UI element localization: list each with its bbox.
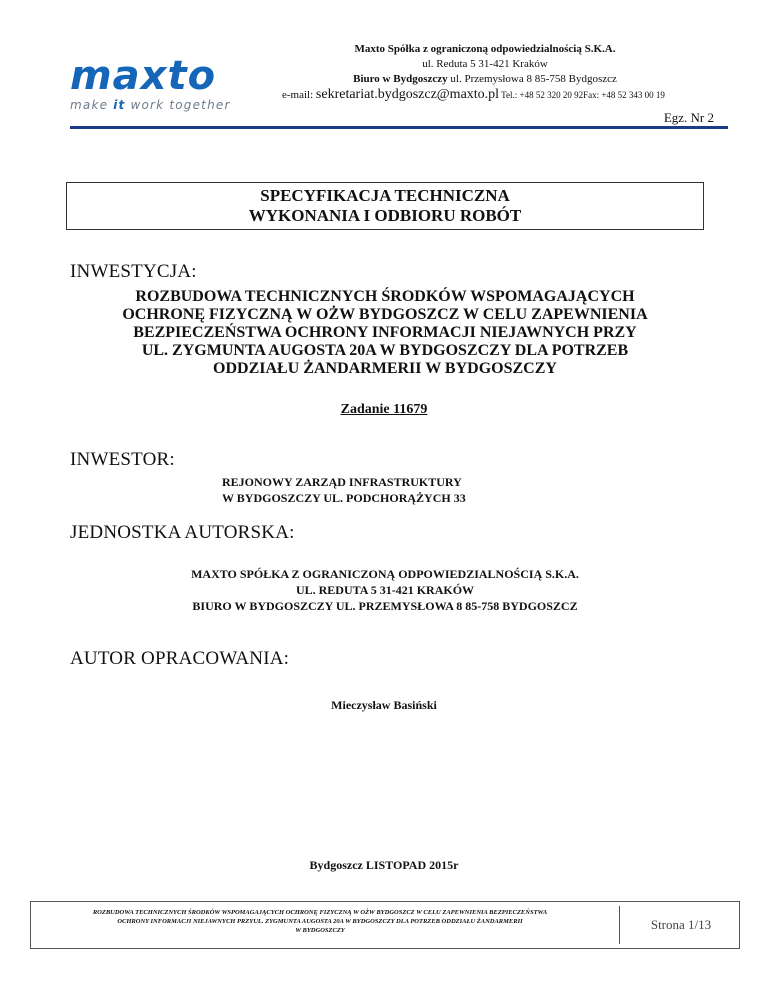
logo-wordmark: maxto: [70, 53, 217, 99]
email-label: e-mail:: [282, 89, 316, 101]
investor-line: REJONOWY ZARZĄD INFRASTRUKTURY: [222, 475, 462, 489]
page-number: Strona 1/13: [650, 917, 712, 932]
footer-project-title: [35, 908, 605, 935]
office-address: [290, 72, 680, 86]
office-address-text: ul. Przemysłowa 8 85-758 Bydgoszcz: [447, 73, 617, 85]
investment-line: OCHRONĘ FIZYCZNĄ W OŻW BYDGOSZCZ W CELU ZAPEWNIENIA: [122, 306, 648, 323]
author-name: Mieczysław Basiński: [331, 698, 437, 712]
email-address[interactable]: sekretariat.bydgoszcz@maxto.pl: [315, 87, 500, 102]
author-unit-label: JEDNOSTKA AUTORSKA:: [70, 522, 295, 543]
logo-tagline-pre: make: [70, 98, 114, 112]
task-number: Zadanie 11679: [340, 402, 428, 417]
investor-line: W BYDGOSZCZY UL. PODCHORĄŻYCH 33: [222, 491, 466, 505]
footer-line: OCHRONY INFORMACJI NIEJAWNYCH PRZYUL. ZYGMUNTA AUGOSTA 20A W BYDGOSZCZY DLA POTRZEB ODDZIAŁU ŻANDARMERII: [117, 918, 523, 925]
phone-fax: Tel.: +48 52 320 20 92Fax: +48 52 343 00 19: [499, 90, 665, 100]
investor-details: [222, 474, 466, 506]
page-footer: [30, 901, 740, 949]
investor-label: INWESTOR:: [70, 449, 175, 470]
author-unit-line: MAXTO SPÓŁKA Z OGRANICZONĄ ODPOWIEDZIALNOŚCIĄ S.K.A.: [191, 567, 579, 581]
title-box: [66, 182, 704, 230]
company-address: ul. Reduta 5 31-421 Kraków: [422, 58, 548, 70]
investment-line: ODDZIAŁU ŻANDARMERII W BYDGOSZCZY: [213, 360, 557, 377]
investment-line: ROZBUDOWA TECHNICZNYCH ŚRODKÓW WSPOMAGAJĄCYCH: [135, 288, 635, 305]
footer-divider: [619, 906, 620, 944]
title-line-2: WYKONANIA I ODBIORU ROBÓT: [248, 206, 522, 225]
investment-line: UL. ZYGMUNTA AUGOSTA 20A W BYDGOSZCZY DLA POTRZEB: [141, 342, 629, 359]
company-logo: [70, 53, 270, 112]
footer-line: ROZBUDOWA TECHNICZNYCH ŚRODKÓW WSPOMAGAJĄCYCH OCHRONĘ FIZYCZNĄ W OŻW BYDGOSZCZ W CELU ZAPEWNIENIA BEZPIECZEŃSTWA: [92, 909, 548, 916]
logo-tagline-it: it: [113, 98, 126, 112]
copy-number: Egz. Nr 2: [663, 110, 714, 125]
logo-tagline-post: work together: [125, 98, 231, 112]
company-name: Maxto Spółka z ograniczoną odpowiedzialnością S.K.A.: [354, 43, 616, 55]
place-date: Bydgoszcz LISTOPAD 2015r: [309, 858, 459, 872]
author-unit-line: UL. REDUTA 5 31-421 KRAKÓW: [295, 583, 475, 597]
author-unit-details: [40, 566, 730, 614]
office-label: Biuro w Bydgoszczy: [353, 73, 448, 85]
author-label: AUTOR OPRACOWANIA:: [70, 648, 290, 669]
footer-line: W BYDGOSZCZY: [295, 927, 345, 934]
contact-line: [282, 88, 752, 102]
header-divider: [70, 126, 728, 129]
author-unit-line: BIURO W BYDGOSZCZY UL. PRZEMYSŁOWA 8 85-758 BYDGOSZCZ: [192, 599, 578, 613]
investment-description: [40, 288, 730, 378]
investment-label: INWESTYCJA:: [70, 261, 197, 282]
investment-line: BEZPIECZEŃSTWA OCHRONY INFORMACJI NIEJAWNYCH PRZY: [133, 324, 637, 341]
logo-tagline: [70, 98, 270, 112]
title-line-1: SPECYFIKACJA TECHNICZNA: [260, 186, 510, 205]
